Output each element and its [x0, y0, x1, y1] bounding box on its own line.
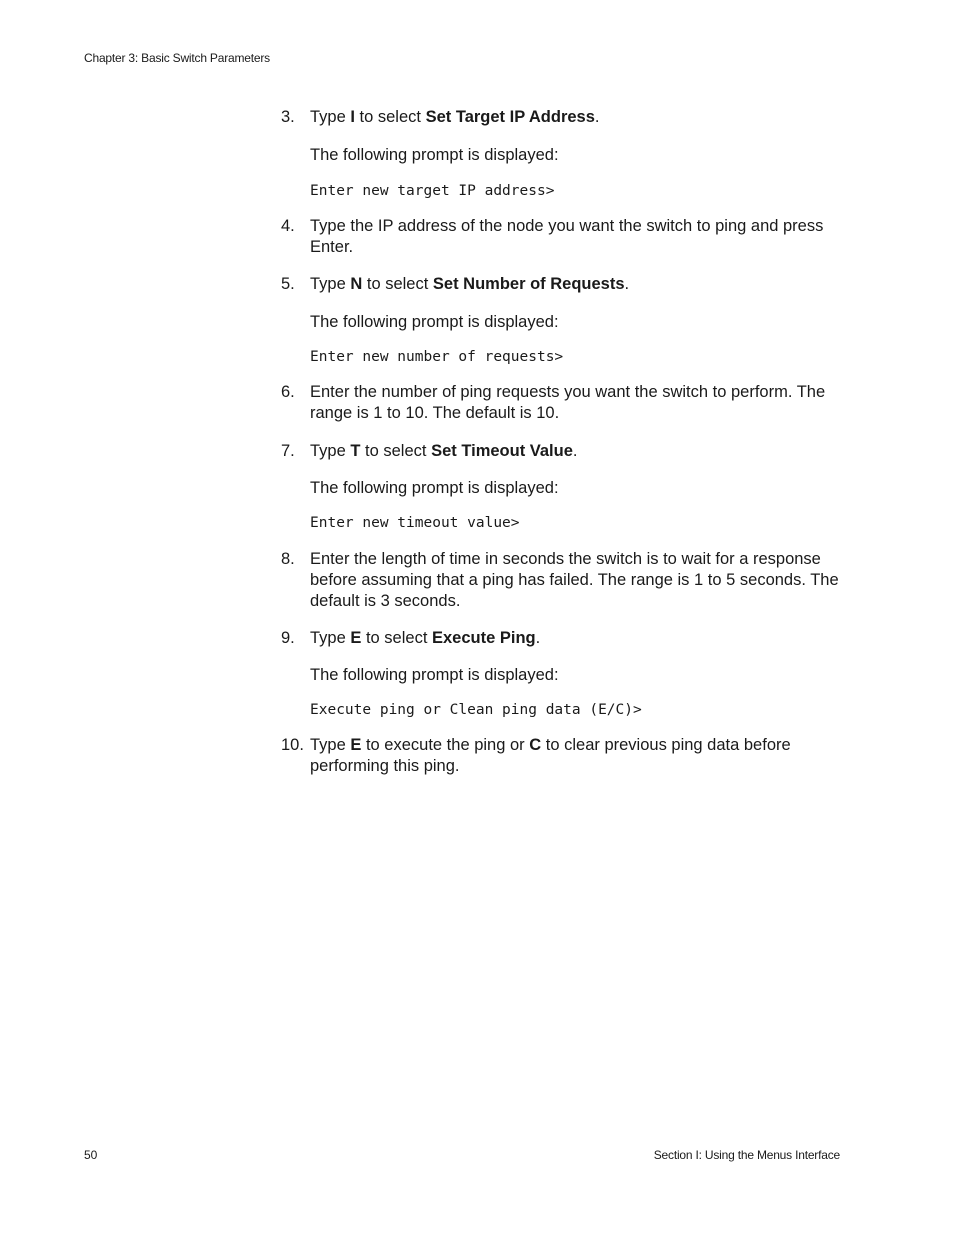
- key-label: I: [350, 108, 355, 126]
- list-item-step-6: 6. Enter the number of ping requests you want the switch to perform. The range is 1 to 10. The default is 10.: [281, 383, 826, 422]
- step-number: 8.: [281, 550, 295, 568]
- prompt-code: Enter new target IP address>: [310, 183, 555, 199]
- page-number: 50: [84, 1148, 98, 1162]
- list-item-step-4: 4. Type the IP address of the node you want the switch to ping and press Enter.: [281, 217, 824, 256]
- list-item-step-10: 10. Type E to execute the ping or C to clear previous ping data before performing this ping.: [281, 736, 791, 775]
- prompt-code: Execute ping or Clean ping data (E/C)>: [310, 702, 642, 718]
- menu-item-label: Set Timeout Value: [431, 442, 573, 460]
- prompt-intro: The following prompt is displayed:: [310, 313, 559, 331]
- page-footer-section: Section I: Using the Menus Interface: [653, 1148, 840, 1162]
- key-label: N: [350, 275, 363, 293]
- step-number: 10.: [281, 736, 304, 754]
- list-item-step-5: 5. Type N to select Set Number of Requests.: [281, 275, 630, 293]
- step-number: 5.: [281, 275, 295, 293]
- prompt-code: Enter new timeout value>: [310, 515, 520, 531]
- key-label: E: [350, 629, 362, 647]
- key-label: T: [350, 442, 361, 460]
- prompt-intro: The following prompt is displayed:: [310, 146, 559, 164]
- menu-item-label: Set Target IP Address: [425, 108, 595, 126]
- list-item-step-3: 3. Type I to select Set Target IP Address.: [281, 108, 600, 126]
- list-item-step-7: 7. Type T to select Set Timeout Value.: [281, 442, 578, 460]
- menu-item-label: Set Number of Requests: [432, 275, 625, 293]
- step-number: 9.: [281, 629, 295, 647]
- list-item-step-8: 8. Enter the length of time in seconds the switch is to wait for a response before assuming that a ping has failed. The range is 1 to 5 seconds. The default is 3 seconds.: [281, 550, 839, 610]
- list-item-step-9: 9. Type E to select Execute Ping.: [281, 629, 541, 647]
- menu-item-label: Execute Ping: [432, 629, 536, 647]
- prompt-intro: The following prompt is displayed:: [310, 479, 559, 497]
- key-label: C: [529, 736, 542, 754]
- step-number: 3.: [281, 108, 295, 126]
- prompt-code: Enter new number of requests>: [310, 349, 564, 365]
- step-number: 7.: [281, 442, 295, 460]
- prompt-intro: The following prompt is displayed:: [310, 666, 559, 684]
- step-number: 4.: [281, 217, 295, 235]
- page-header: Chapter 3: Basic Switch Parameters: [84, 51, 270, 65]
- instruction-list: [281, 107, 851, 777]
- step-number: 6.: [281, 383, 295, 401]
- key-label: E: [350, 736, 362, 754]
